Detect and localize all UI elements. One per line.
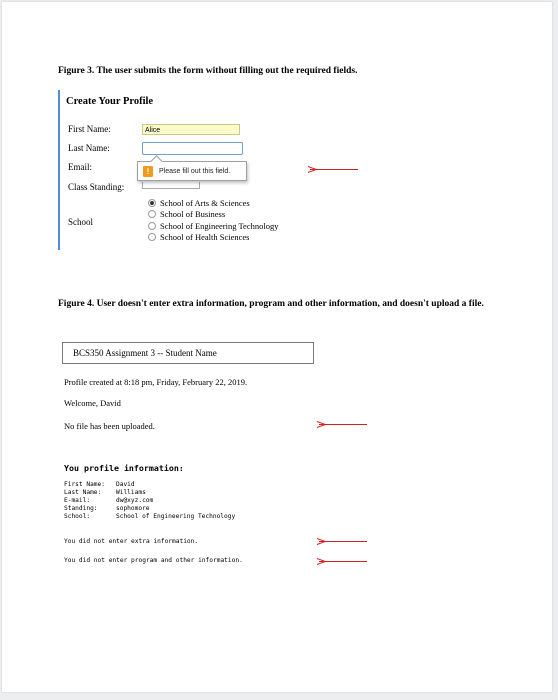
profile-row: E-mail: dw@xyz.com bbox=[64, 497, 154, 504]
tooltip-text: Please fill out this field. bbox=[159, 168, 231, 175]
radio-icon[interactable] bbox=[148, 210, 156, 218]
document-page bbox=[2, 2, 552, 692]
radio-checked-icon[interactable] bbox=[148, 199, 156, 207]
first-name-label: First Name: bbox=[68, 124, 111, 134]
school-label: School bbox=[68, 217, 94, 227]
school-option[interactable]: School of Arts & Sciences bbox=[148, 198, 250, 209]
welcome-text: Welcome, David bbox=[64, 398, 121, 408]
profile-row: Standing: sophomore bbox=[64, 505, 150, 512]
school-option[interactable]: School of Business bbox=[148, 209, 225, 220]
red-arrow-icon bbox=[308, 166, 358, 174]
radio-icon[interactable] bbox=[148, 222, 156, 230]
red-arrow-icon bbox=[317, 558, 367, 566]
warning-icon: ! bbox=[143, 166, 153, 177]
class-standing-label: Class Standing: bbox=[68, 182, 125, 192]
no-extra-info-text: You did not enter extra information. bbox=[64, 538, 199, 545]
class-standing-select[interactable] bbox=[142, 182, 200, 189]
figure-4-caption: Figure 4. User doesn't enter extra information, program and other information, and doesn't upload a file. bbox=[58, 299, 484, 309]
validation-tooltip bbox=[137, 161, 247, 181]
assignment-title-box: BCS350 Assignment 3 -- Student Name bbox=[62, 342, 314, 364]
red-arrow-icon bbox=[317, 421, 367, 429]
profile-row: First Name: David bbox=[64, 481, 135, 488]
create-profile-form bbox=[58, 90, 310, 250]
school-option[interactable]: School of Health Sciences bbox=[148, 232, 249, 243]
profile-heading: You profile information: bbox=[64, 463, 184, 473]
figure-3-caption: Figure 3. The user submits the form without filling out the required fields. bbox=[58, 66, 358, 76]
no-program-info-text: You did not enter program and other information. bbox=[64, 557, 243, 564]
form-title: Create Your Profile bbox=[66, 96, 154, 107]
last-name-input[interactable] bbox=[142, 142, 243, 155]
no-file-text: No file has been uploaded. bbox=[64, 421, 155, 431]
profile-row: School: School of Engineering Technology bbox=[64, 513, 236, 520]
school-option[interactable]: School of Engineering Technology bbox=[148, 221, 278, 232]
last-name-label: Last Name: bbox=[68, 143, 110, 153]
profile-row: Last Name: Williams bbox=[64, 489, 146, 496]
profile-created-text: Profile created at 8:18 pm, Friday, February 22, 2019. bbox=[64, 377, 248, 387]
first-name-input[interactable]: Alice bbox=[142, 124, 240, 135]
red-arrow-icon bbox=[317, 538, 367, 546]
email-label: Email: bbox=[68, 162, 92, 172]
radio-icon[interactable] bbox=[148, 233, 156, 241]
